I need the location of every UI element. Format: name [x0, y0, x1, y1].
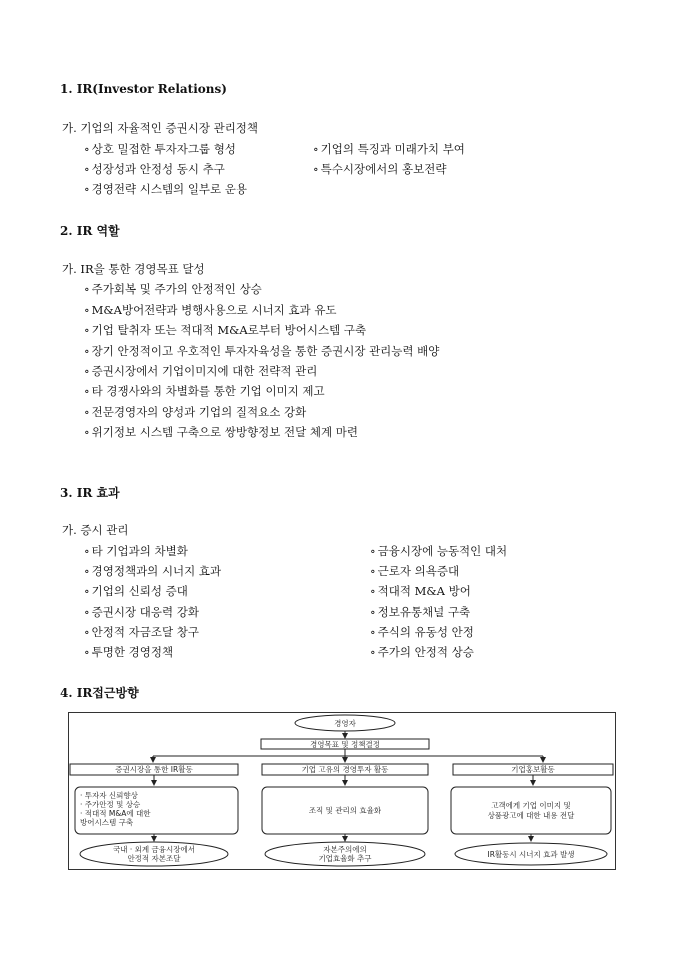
- list-item: ∘ 적대적 M&A 방어: [370, 583, 471, 599]
- detail-text: 상품광고에 대한 내용 전달: [487, 811, 575, 820]
- goal-label: 경영목표 및 정책결정: [310, 740, 380, 749]
- list-item: ∘ 근로자 의욕증대: [370, 563, 459, 579]
- section-1-heading: 1. IR(Investor Relations): [60, 82, 227, 96]
- detail-text: 고객에게 기업 이미지 및: [491, 801, 571, 810]
- list-item: ∘ 타 기업과의 차별화: [84, 543, 188, 559]
- list-item: ∘ 경영정책과의 시너지 효과: [84, 563, 221, 579]
- list-item: ∘ 정보유통채널 구축: [370, 604, 470, 620]
- section-4-heading: 4. IR접근방향: [60, 686, 139, 700]
- detail-text: 방어시스템 구축: [80, 818, 134, 827]
- list-item: ∘ 경영전략 시스템의 일부로 운용: [84, 181, 247, 197]
- detail-text: · 적대적 M&A에 대한: [80, 809, 151, 818]
- list-item: ∘ 타 경쟁사와의 차별화를 통한 기업 이미지 제고: [84, 383, 325, 399]
- branch-label-2: 기업 고유의 경영투자 활동: [301, 765, 389, 774]
- list-item: ∘ 증권시장에서 기업이미지에 대한 전략적 관리: [84, 363, 317, 379]
- ceo-label: 경영자: [334, 719, 356, 728]
- list-item: ∘ 상호 밀접한 투자자그룹 형성: [84, 141, 236, 157]
- list-item: ∘ 성장성과 안정성 동시 추구: [84, 161, 225, 177]
- branch-label-1: 증권시장을 통한 IR활동: [115, 765, 193, 774]
- result-text: 안정적 자본조달: [127, 854, 181, 863]
- detail-text: · 주가안정 및 상승: [80, 800, 141, 809]
- list-item: ∘ 전문경영자의 양성과 기업의 질적요소 강화: [84, 404, 306, 420]
- section-2-heading: 2. IR 역할: [60, 224, 120, 238]
- section-3-heading: 3. IR 효과: [60, 486, 120, 500]
- list-item: ∘ 위기정보 시스템 구축으로 쌍방향정보 전달 체계 마련: [84, 424, 358, 440]
- ir-approach-diagram: [68, 712, 616, 870]
- list-item: ∘ 안정적 자금조달 창구: [84, 624, 199, 640]
- section-3-sub: 가. 증시 관리: [62, 523, 129, 537]
- list-item: ∘ 증권시장 대응력 강화: [84, 604, 199, 620]
- list-item: ∘ 주가회복 및 주가의 안정적인 상승: [84, 281, 262, 297]
- section-2-sub: 가. IR을 통한 경영목표 달성: [62, 262, 205, 276]
- list-item: ∘ 투명한 경영정책: [84, 644, 173, 660]
- branch-label-3: 기업홍보활동: [511, 765, 555, 774]
- list-item: ∘ 장기 안정적이고 우호적인 투자자육성을 통한 증권시장 관리능력 배양: [84, 343, 439, 359]
- list-item: ∘ 주식의 유동성 안정: [370, 624, 474, 640]
- result-text: 국내 · 외계 금융시장에서: [113, 845, 195, 854]
- list-item: ∘ 기업의 특징과 미래가치 부여: [313, 141, 465, 157]
- detail-text: 조직 및 관리의 효율화: [308, 806, 382, 815]
- list-item: ∘ 금융시장에 능동적인 대처: [370, 543, 507, 559]
- list-item: ∘ 주가의 안정적 상승: [370, 644, 474, 660]
- result-text: IR활동시 시너지 효과 발생: [487, 850, 575, 859]
- detail-text: · 투자자 신뢰향상: [80, 791, 138, 800]
- result-text: 자본주의에의: [323, 845, 367, 854]
- section-1-sub: 가. 기업의 자율적인 증권시장 관리정책: [62, 121, 259, 135]
- list-item: ∘ M&A방어전략과 병행사용으로 시너지 효과 유도: [84, 302, 337, 318]
- list-item: ∘ 기업의 신뢰성 증대: [84, 583, 188, 599]
- list-item: ∘ 특수시장에서의 홍보전략: [313, 161, 447, 177]
- result-text: 기업효율화 추구: [318, 854, 372, 863]
- list-item: ∘ 기업 탈취자 또는 적대적 M&A로부터 방어시스템 구축: [84, 322, 366, 338]
